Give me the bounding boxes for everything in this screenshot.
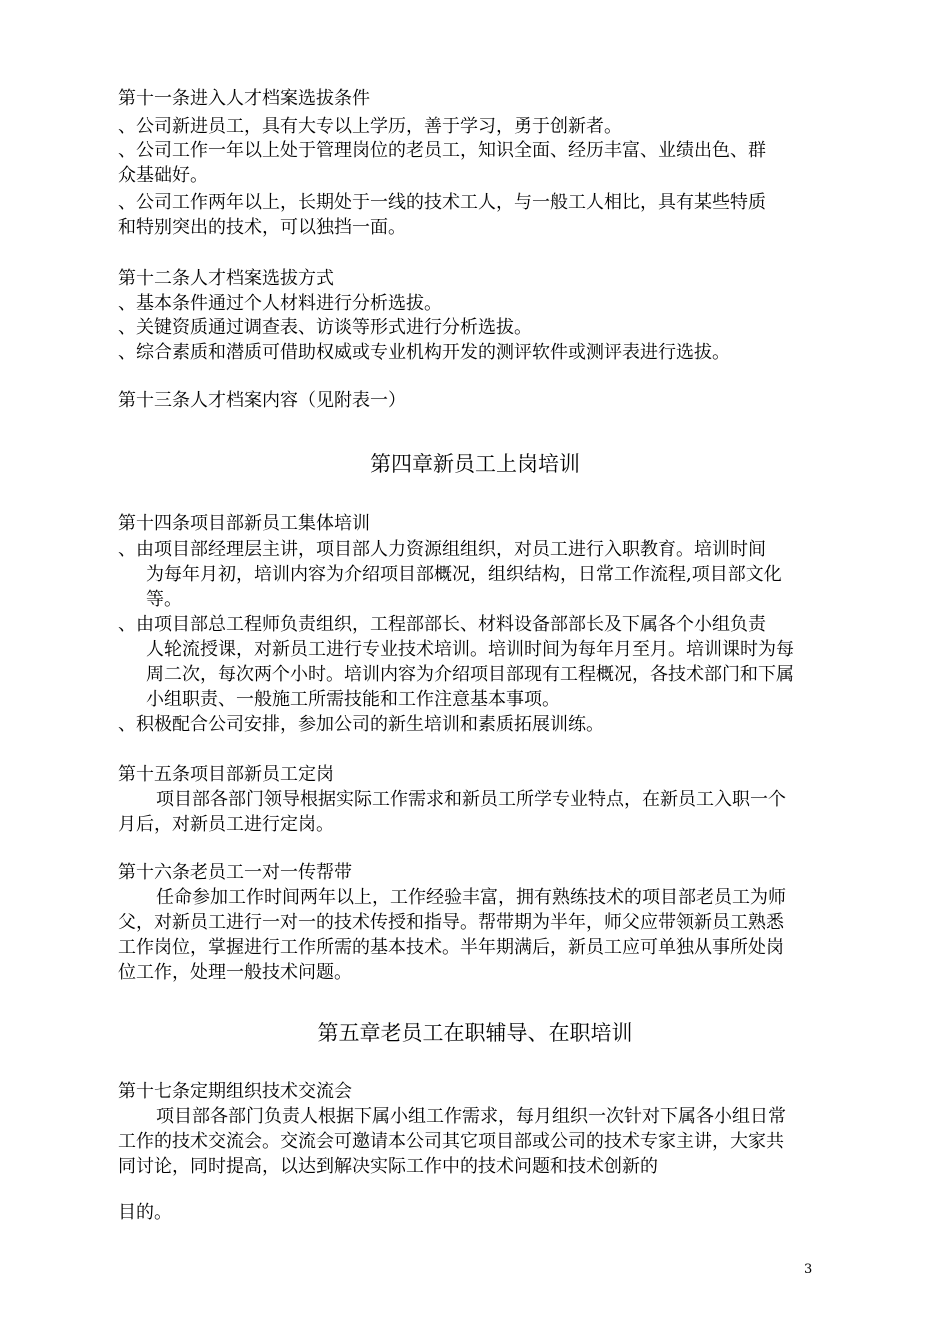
paragraph-line: 工作岗位，掌握进行工作所需的基本技术。半年期满后，新员工应可单独从事所处岗	[118, 937, 784, 958]
paragraph-line: 目的。	[118, 1202, 172, 1223]
list-item-continuation: 为每年月初，培训内容为介绍项目部概况，组织结构，日常工作流程,项目部文化	[146, 564, 782, 585]
list-item: 、积极配合公司安排，参加公司的新生培训和素质拓展训练。	[118, 714, 604, 735]
list-item-continuation: 周二次，每次两个小时。培训内容为介绍项目部现有工程概况，各技术部门和下属	[146, 664, 794, 685]
list-item: 、基本条件通过个人材料进行分析选拔。	[118, 293, 442, 314]
list-item: 、由项目部总工程师负责组织，工程部部长、材料设备部部长及下属各个小组负责	[118, 614, 766, 635]
page-number: 3	[804, 1262, 813, 1277]
list-item-continuation: 小组职责、一般施工所需技能和工作注意基本事项。	[146, 689, 560, 710]
list-item: 、公司工作一年以上处于管理岗位的老员工，知识全面、经历丰富、业绩出色、群	[118, 140, 766, 161]
article-13-title: 第十三条人才档案内容（见附表一）	[118, 390, 406, 411]
article-17-title: 第十七条定期组织技术交流会	[118, 1081, 352, 1102]
list-item-continuation: 众基础好。	[118, 165, 208, 186]
list-item-continuation: 人轮流授课，对新员工进行专业技术培训。培训时间为每年月至月。培训课时为每	[146, 639, 794, 660]
paragraph-line: 同讨论，同时提高，以达到解决实际工作中的技术问题和技术创新的	[118, 1156, 658, 1177]
list-item: 、公司新进员工，具有大专以上学历，善于学习，勇于创新者。	[118, 116, 622, 137]
paragraph-line: 项目部各部门负责人根据下属小组工作需求，每月组织一次针对下属各小组日常	[156, 1106, 786, 1127]
paragraph-line: 父，对新员工进行一对一的技术传授和指导。帮带期为半年，师父应带领新员工熟悉	[118, 912, 784, 933]
article-15-title: 第十五条项目部新员工定岗	[118, 764, 334, 785]
list-item-continuation: 等。	[146, 589, 182, 610]
paragraph-line: 位工作，处理一般技术问题。	[118, 962, 352, 983]
paragraph-line: 月后，对新员工进行定岗。	[118, 814, 334, 835]
list-item-continuation: 和特别突出的技术，可以独挡一面。	[118, 217, 406, 238]
list-item: 、由项目部经理层主讲，项目部人力资源组组织，对员工进行入职教育。培训时间	[118, 539, 766, 560]
list-item: 、公司工作两年以上，长期处于一线的技术工人，与一般工人相比，具有某些特质	[118, 192, 766, 213]
article-12-title: 第十二条人才档案选拔方式	[118, 268, 334, 289]
article-16-title: 第十六条老员工一对一传帮带	[118, 862, 352, 883]
paragraph-line: 项目部各部门领导根据实际工作需求和新员工所学专业特点，在新员工入职一个	[156, 789, 786, 810]
article-11-title: 第十一条进入人才档案选拔条件	[118, 88, 370, 109]
chapter-5-heading: 第五章老员工在职辅导、在职培训	[317, 1021, 633, 1045]
list-item: 、关键资质通过调查表、访谈等形式进行分析选拔。	[118, 317, 532, 338]
article-14-title: 第十四条项目部新员工集体培训	[118, 513, 370, 534]
paragraph-line: 任命参加工作时间两年以上，工作经验丰富，拥有熟练技术的项目部老员工为师	[156, 887, 786, 908]
paragraph-line: 工作的技术交流会。交流会可邀请本公司其它项目部或公司的技术专家主讲，大家共	[118, 1131, 784, 1152]
list-item: 、综合素质和潜质可借助权威或专业机构开发的测评软件或测评表进行选拔。	[118, 342, 730, 363]
chapter-4-heading: 第四章新员工上岗培训	[370, 452, 580, 476]
